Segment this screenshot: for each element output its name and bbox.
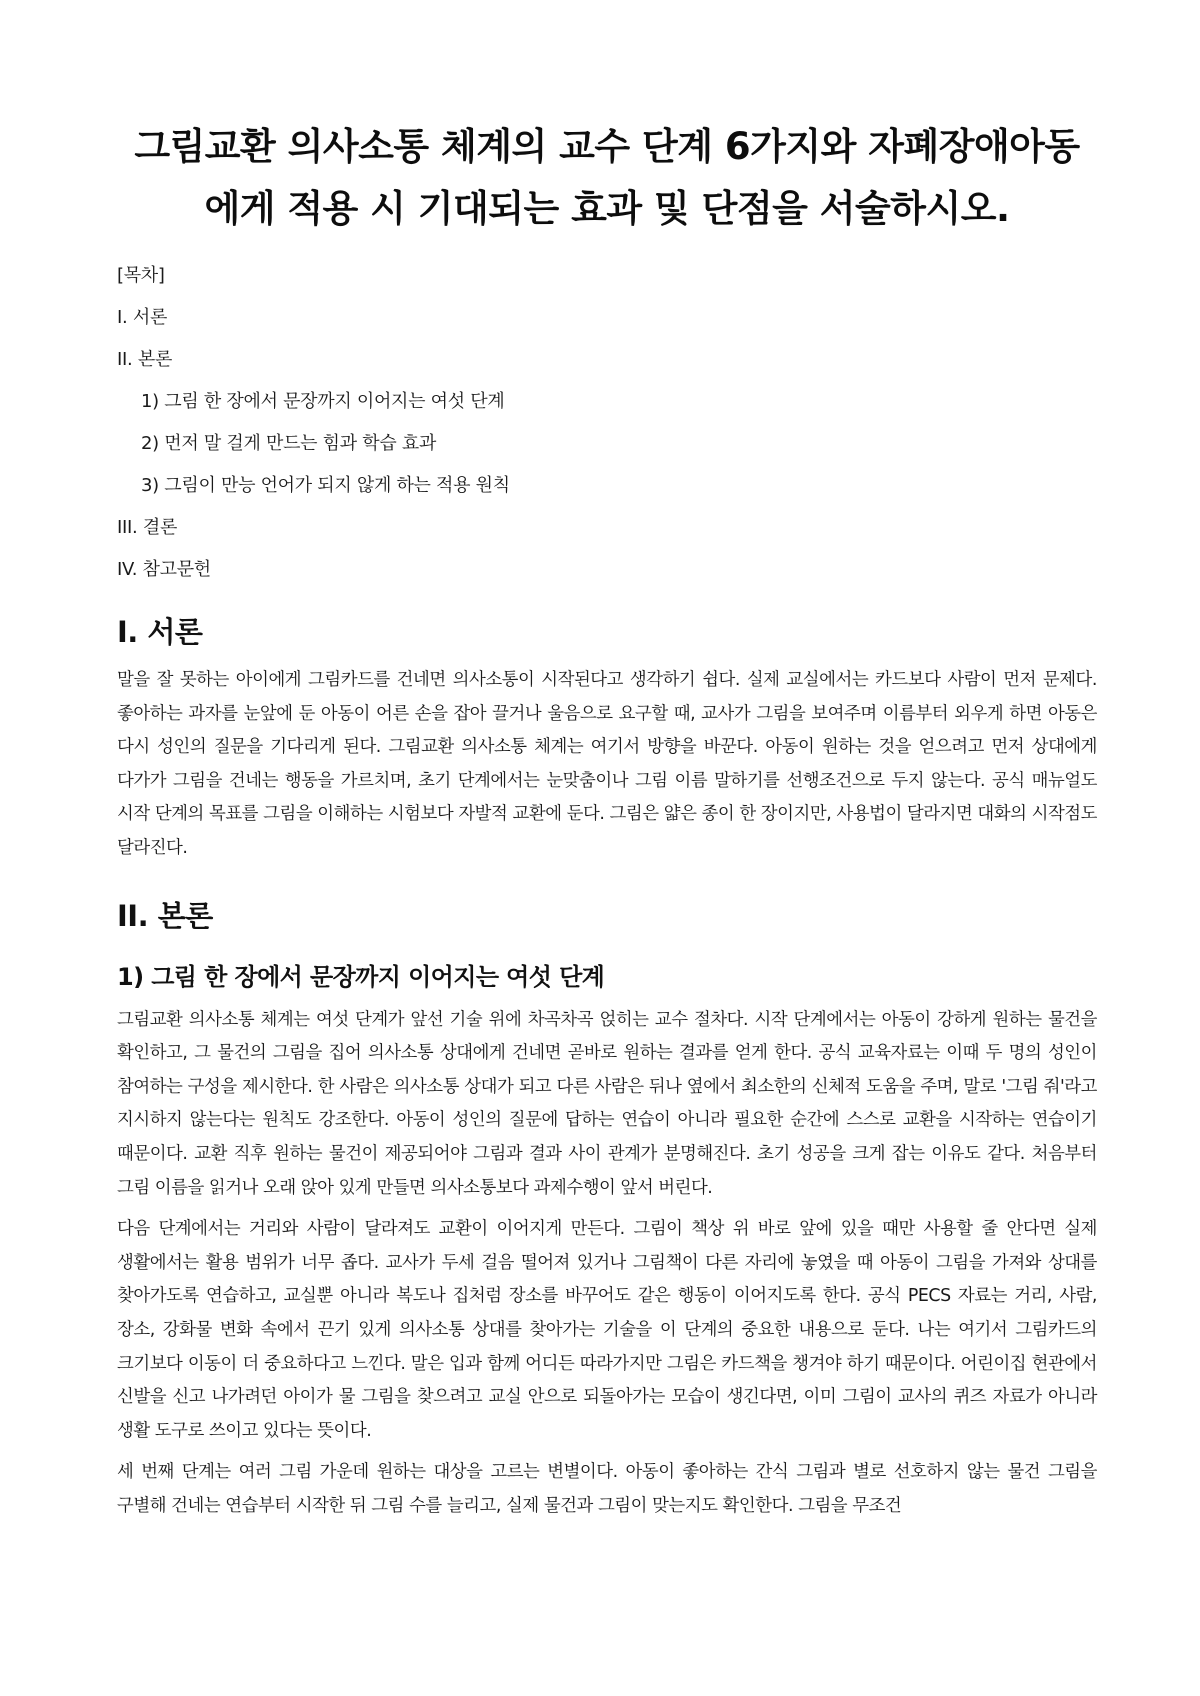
intro-paragraph: 말을 잘 못하는 아이에게 그림카드를 건네면 의사소통이 시작된다고 생각하기 쉽다. 실제 교실에서는 카드보다 사람이 먼저 문제다. 좋아하는 과자를 눈앞에 둔 아동이 어른 손을 잡아 끌거나 울음으로 요구할 때, 교사가 그림을 보여주며 이름부터 외우게 하면 아동은 다시 성인의 질문을 기다리게 된다. 그림교환 의사소통 체계는 여기서 방향을 바꾼다. 아동이 원하는 것을 얻으려고 먼저 상대에게 다가가 그림을 건네는 행동을 가르치며, 초기 단계에서는 눈맞춤이나 그림 이름 말하기를 선행조건으로 두지 않는다. 공식 매뉴얼도 시작 단계의 목표를 그림을 이해하는 시험보다 자발적 교환에 둔다. 그림은 얇은 종이 한 장이지만, 사용법이 달라지면 대화의 시작점도 달라진다. — [117, 670, 1097, 858]
toc-subitem-2: 2) 먼저 말 걸게 만드는 힘과 학습 효과 — [141, 433, 437, 454]
toc-heading: [목차] — [117, 265, 165, 286]
section-heading-intro: I. 서론 — [117, 615, 203, 649]
toc-subitem-3: 3) 그림이 만능 언어가 되지 않게 하는 적용 원칙 — [141, 475, 510, 496]
document-page — [117, 116, 1097, 1531]
body-paragraph-2: 다음 단계에서는 거리와 사람이 달라져도 교환이 이어지게 만든다. 그림이 책상 위 바로 앞에 있을 때만 사용할 줄 안다면 실제 생활에서는 활용 범위가 너무 좁다. 교사가 두세 걸음 떨어져 있거나 그림책이 다른 자리에 놓였을 때 아동이 그림을 가져와 상대를 찾아가도록 연습하고, 교실뿐 아니라 복도나 집처럼 장소를 바꾸어도 같은 행동이 이어지도록 한다. 공식 PECS 자료는 거리, 사람, 장소, 강화물 변화 속에서 끈기 있게 의사소통 상대를 찾아가는 기술을 이 단계의 중요한 내용으로 둔다. 나는 여기서 그림카드의 크기보다 이동이 더 중요하다고 느낀다. 말은 입과 함께 어디든 따라가지만 그림은 카드책을 챙겨야 하기 때문이다. 어린이집 현관에서 신발을 신고 나가려던 아이가 물 그림을 찾으려고 교실 안으로 되돌아가는 모습이 생긴다면, 이미 그림이 교사의 퀴즈 자료가 아니라 생활 도구로 쓰이고 있다는 뜻이다. — [117, 1219, 1097, 1441]
body-paragraph-3: 세 번째 단계는 여러 그림 가운데 원하는 대상을 고르는 변별이다. 아동이 좋아하는 간식 그림과 별로 선호하지 않는 물건 그림을 구별해 건네는 연습부터 시작한 뒤 그림 수를 늘리고, 실제 물건과 그림이 맞는지도 확인한다. 그림을 무조건 — [117, 1462, 1097, 1516]
toc-item-references: IV. 참고문헌 — [117, 559, 211, 580]
section-heading-body: II. 본론 — [117, 898, 213, 933]
subsection-heading-1: 1) 그림 한 장에서 문장까지 이어지는 여섯 단계 — [117, 962, 605, 991]
toc-item-intro: I. 서론 — [117, 307, 168, 328]
table-of-contents — [117, 264, 1097, 582]
document-title: 그림교환 의사소통 체계의 교수 단계 6가지와 자폐장애아동에게 적용 시 기대되는 효과 및 단점을 서술하시오. — [134, 125, 1080, 230]
body-paragraph-1: 그림교환 의사소통 체계는 여섯 단계가 앞선 기술 위에 차곡차곡 얹히는 교수 절차다. 시작 단계에서는 아동이 강하게 원하는 물건을 확인하고, 그 물건의 그림을 집어 의사소통 상대에게 건네면 곧바로 원하는 결과를 얻게 한다. 공식 교육자료는 이때 두 명의 성인이 참여하는 구성을 제시한다. 한 사람은 의사소통 상대가 되고 다른 사람은 뒤나 옆에서 최소한의 신체적 도움을 주며, 말로 '그림 줘'라고 지시하지 않는다는 원칙도 강조한다. 아동이 성인의 질문에 답하는 연습이 아니라 필요한 순간에 스스로 교환을 시작하는 연습이기 때문이다. 교환 직후 원하는 물건이 제공되어야 그림과 결과 사이 관계가 분명해진다. 초기 성공을 크게 잡는 이유도 같다. 처음부터 그림 이름을 읽거나 오래 앉아 있게 만들면 의사소통보다 과제수행이 앞서 버린다. — [117, 1009, 1097, 1198]
toc-item-body: II. 본론 — [117, 349, 173, 370]
toc-subitem-1: 1) 그림 한 장에서 문장까지 이어지는 여섯 단계 — [141, 391, 505, 412]
toc-item-conclusion: III. 결론 — [117, 517, 178, 538]
